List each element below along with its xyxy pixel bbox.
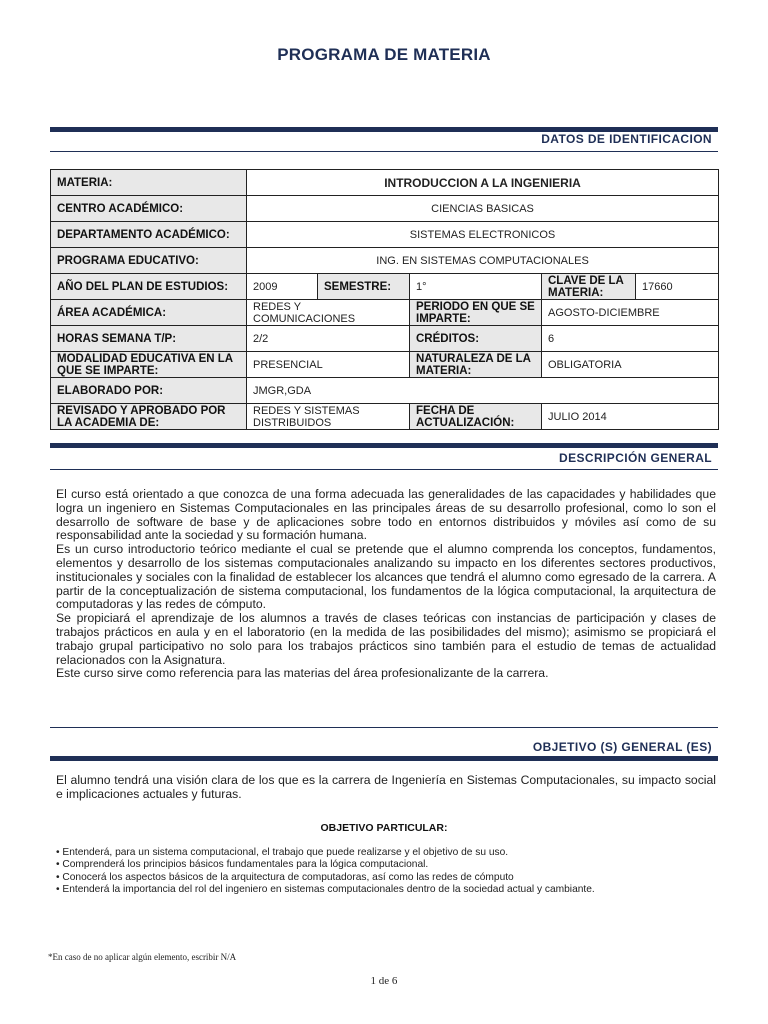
creditos-label: CRÉDITOS: xyxy=(410,326,542,352)
objetivo-particular-heading: OBJETIVO PARTICULAR: xyxy=(320,822,448,834)
section-heading-identificacion: DATOS DE IDENTIFICACION xyxy=(541,132,712,146)
periodo-label: PERIODO EN QUE SE IMPARTE: xyxy=(410,300,542,326)
table-row xyxy=(51,274,719,300)
elaborado-value: JMGR,GDA xyxy=(247,378,719,404)
semestre-label: SEMESTRE: xyxy=(318,274,410,300)
objetivo-general-text: El alumno tendrá una visión clara de los que es la carrera de Ingeniería en Sistemas Computacionales, su impacto social e implicaciones actuales y futuras. xyxy=(56,773,716,801)
objetivos-particulares-list xyxy=(56,847,716,897)
horas-label: HORAS SEMANA T/P: xyxy=(51,326,247,352)
fecha-value: JULIO 2014 xyxy=(542,404,719,430)
modalidad-value: PRESENCIAL xyxy=(247,352,410,378)
section-underline xyxy=(50,756,718,761)
section-underline xyxy=(50,151,718,152)
periodo-value: AGOSTO-DICIEMBRE xyxy=(542,300,719,326)
table-row xyxy=(51,352,719,378)
revisado-value: REDES Y SISTEMAS DISTRIBUIDOS xyxy=(247,404,410,430)
table-row xyxy=(51,222,719,248)
page-number: 1 de 6 xyxy=(370,975,398,987)
fecha-label: FECHA DE ACTUALIZACIÓN: xyxy=(410,404,542,430)
elaborado-label: ELABORADO POR: xyxy=(51,378,247,404)
list-item: • Entenderá, para un sistema computacional, el trabajo que puede realizarse y el objetivo de su uso. xyxy=(56,847,509,858)
list-item: • Entenderá la importancia del rol del ingeniero en sistemas computacionales dentro de la sociedad actual y cambiante. xyxy=(56,884,595,896)
descripcion-paragraph: Se propiciará el aprendizaje de los alumnos a través de clases teóricas con instancias de participación y clases de trabajos prácticos en aula y en el laboratorio (en la medida de las posibilidades del mismo); asimismo se propiciará el trabajo grupal participativo no solo para los trabajos prácticos sino también para el estudio de temas de actualidad relacionados con la Asignatura. xyxy=(56,611,716,667)
section-underline xyxy=(50,469,718,470)
table-row xyxy=(51,300,719,326)
area-value: REDES Y COMUNICACIONES xyxy=(247,300,410,326)
naturaleza-label: NATURALEZA DE LA MATERIA: xyxy=(410,352,542,378)
section-divider xyxy=(50,443,718,448)
creditos-value: 6 xyxy=(542,326,719,352)
list-item: • Comprenderá los principios básicos fundamentales para la lógica computacional. xyxy=(56,859,429,871)
section-heading-objetivo: OBJETIVO (S) GENERAL (ES) xyxy=(532,740,712,754)
table-row xyxy=(51,196,719,222)
identification-table xyxy=(50,169,719,430)
descripcion-paragraph: Es un curso introductorio teórico mediante el cual se pretende que el alumno comprenda los conceptos, fundamentos, elementos y desarrollo de los sistemas computacionales analizando su impacto en los diferentes sectores productivos, institucionales y sociales con la finalidad de establecer los alcances que tendrá el alumno como egresado de la carrera. A partir de la conceptualización de sistema computacional, los fundamentos de la lógica computacional, la arquitectura de computadoras y las redes de cómputo. xyxy=(56,542,716,612)
descripcion-text xyxy=(56,488,716,681)
table-row xyxy=(51,326,719,352)
page-title: PROGRAMA DE MATERIA xyxy=(277,45,491,64)
area-label: ÁREA ACADÉMICA: xyxy=(51,300,247,326)
descripcion-paragraph: Este curso sirve como referencia para las materias del área profesionalizante de la carrera. xyxy=(56,666,549,681)
section-divider xyxy=(50,727,718,728)
materia-value: INTRODUCCION A LA INGENIERIA xyxy=(247,170,719,196)
descripcion-paragraph: El curso está orientado a que conozca de una forma adecuada las generalidades de las capacidades y habilidades que logra un ingeniero en Sistemas Computacionales en las principales áreas de su desarrollo profesional, como lo son el desarrollo de software de base y de aplicaciones sobre todo en entornos distribuidos y móviles así como de su responsabilidad ante la sociedad y su formación humana. xyxy=(56,487,716,543)
anio-plan-label: AÑO DEL PLAN DE ESTUDIOS: xyxy=(51,274,247,300)
centro-value: CIENCIAS BASICAS xyxy=(247,196,719,222)
table-row xyxy=(51,170,719,196)
programa-label: PROGRAMA EDUCATIVO: xyxy=(51,248,247,274)
departamento-label: DEPARTAMENTO ACADÉMICO: xyxy=(51,222,247,248)
section-heading-descripcion: DESCRIPCIÓN GENERAL xyxy=(559,451,712,465)
semestre-value: 1° xyxy=(410,274,542,300)
table-row xyxy=(51,378,719,404)
modalidad-label: MODALIDAD EDUCATIVA EN LA QUE SE IMPARTE: xyxy=(51,352,247,378)
list-item: • Conocerá los aspectos básicos de la arquitectura de computadoras, así como las redes de cómputo xyxy=(56,871,514,883)
footnote: *En caso de no aplicar algún elemento, escribir N/A xyxy=(48,952,237,962)
table-row xyxy=(51,404,719,430)
clave-value: 17660 xyxy=(636,274,719,300)
table-row xyxy=(51,248,719,274)
programa-value: ING. EN SISTEMAS COMPUTACIONALES xyxy=(247,248,719,274)
clave-label: CLAVE DE LA MATERIA: xyxy=(542,274,636,300)
anio-plan-value: 2009 xyxy=(247,274,318,300)
horas-value: 2/2 xyxy=(247,326,410,352)
departamento-value: SISTEMAS ELECTRONICOS xyxy=(247,222,719,248)
centro-label: CENTRO ACADÉMICO: xyxy=(51,196,247,222)
naturaleza-value: OBLIGATORIA xyxy=(542,352,719,378)
materia-label: MATERIA: xyxy=(51,170,247,196)
revisado-label: REVISADO Y APROBADO POR LA ACADEMIA DE: xyxy=(51,404,247,430)
